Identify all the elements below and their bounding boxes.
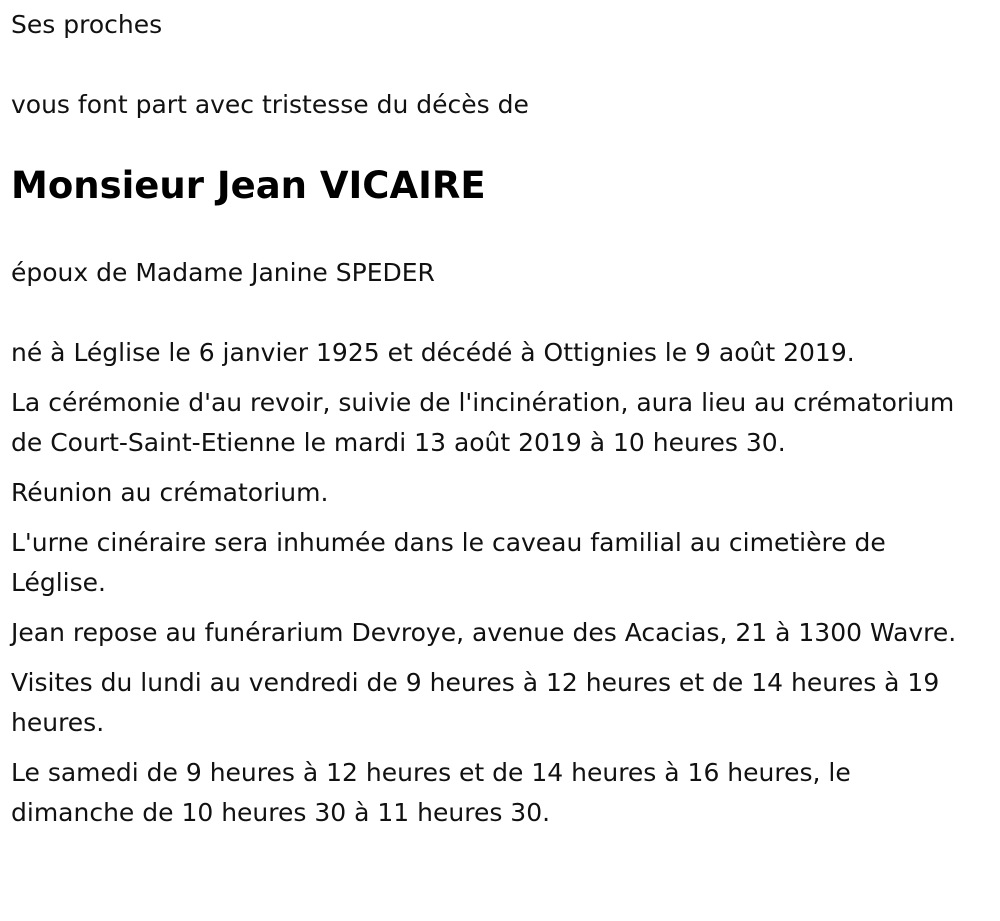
ceremony-paragraph: La cérémonie d'au revoir, suivie de l'incinération, aura lieu au crématorium de Court-Saint-Etienne le mardi 13 août 2019 à 10 heures 30. [11,388,955,457]
announcement-text: vous font part avec tristesse du décès de [11,90,529,119]
birth-death-paragraph: né à Léglise le 6 janvier 1925 et décédé à Ottignies le 9 août 2019. [11,338,855,367]
details-section [11,333,981,843]
spouse-text: époux de Madame Janine SPEDER [11,258,435,287]
urn-paragraph: L'urne cinéraire sera inhumée dans le caveau familial au cimetière de Léglise. [11,528,886,597]
weekday-visits-paragraph: Visites du lundi au vendredi de 9 heures à 12 heures et de 14 heures à 19 heures. [11,668,940,737]
funeral-home-paragraph: Jean repose au funérarium Devroye, avenue des Acacias, 21 à 1300 Wavre. [11,618,957,647]
weekend-visits-paragraph: Le samedi de 9 heures à 12 heures et de 14 heures à 16 heures, le dimanche de 10 heures 30 à 11 heures 30. [11,758,851,827]
deceased-name: Monsieur Jean VICAIRE [11,164,486,207]
gathering-paragraph: Réunion au crématorium. [11,478,329,507]
intro-text: Ses proches [11,10,163,39]
